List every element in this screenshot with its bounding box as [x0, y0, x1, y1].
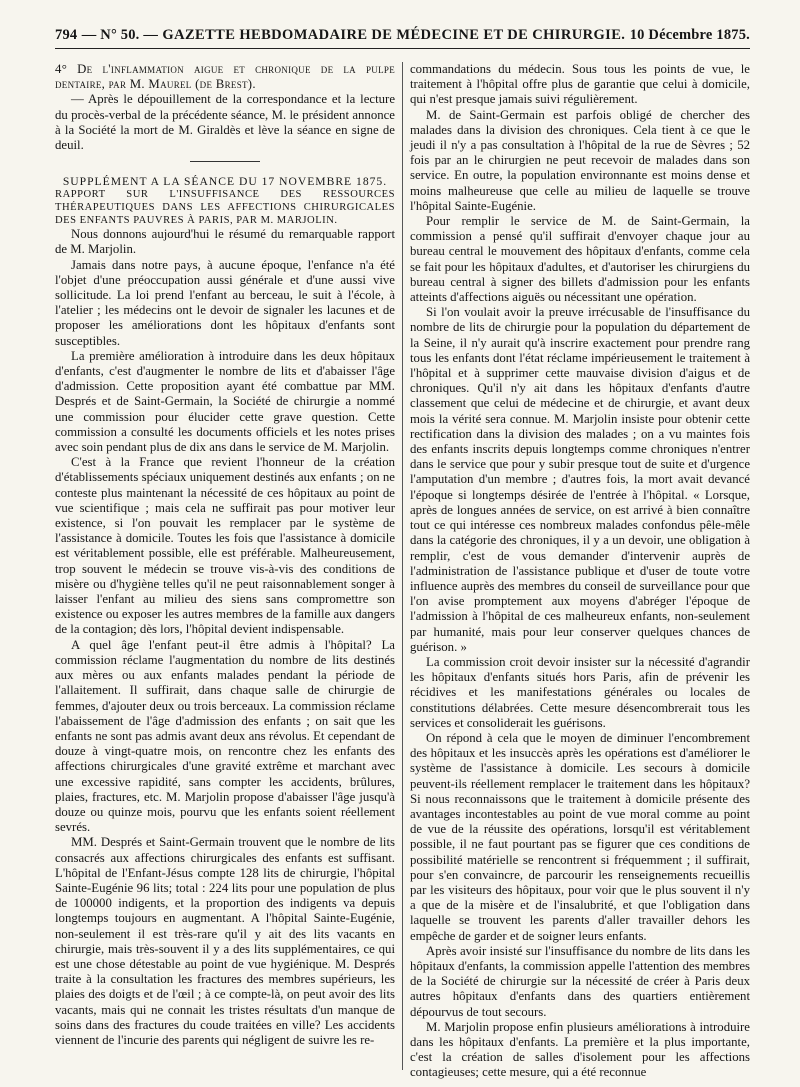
paragraph: Si l'on voulait avoir la preuve irrécusable de l'insuffisance du nombre de lits de chirurgie pour la population du département de la Seine, il n'y aurait qu'à inscrire exactement pour prendre rang tous les enfants dont l'état réclame impérieusement le traitement à l'hôpital et à supprimer cette mauvaise division d'aigus et de chroniques. Qu'il n'y ait dans les hôpitaux d'enfants d'autre classement que celui de médecine et de chirurgie, et avant deux mois la vérité sera connue. M. Marjolin insiste pour obtenir cette rectification dans la division des malades ; on a vu maintes fois des enfants inscrits depuis longtemps comme chroniques n'entrer dans le service que pour y subir presque tout de suite et d'urgence l'amputation d'un membre ; d'autres fois, la mort avait devancé l'époque si longtemps désirée de l'entrée à l'hôpital. « Lorsque, après de longues années de service, on est arrivé à bien connaître tout ce qui intéresse ces nombreux malades confondus pêle-mêle dans la catégorie des chroniques, il y a un devoir, une obligation à remplir, c'est de vous demander d'intervenir auprès de l'administration de l'assistance publique et d'user de toute votre influence auprès des membres du conseil de surveillance pour que l'on avise promptement aux moyens d'abréger l'époque de l'admission à l'hôpital de ces malheureux enfants, non-seulement par humanité, mais pour leur conserver quelques chances de guérison. »	[410, 305, 750, 654]
paragraph: A quel âge l'enfant peut-il être admis à l'hôpital? La commission réclame l'augmentation du nombre de lits destinés aux mères ou aux enfants malades pendant la période de l'allaitement. Il suffirait, dans chaque salle de chirurgie de femmes, d'ajouter deux ou trois berceaux. La commission réclame l'abaissement de l'âge d'admission des enfants ; on sait que les enfants ne sont pas admis avant deux ans révolus. Et cependant de douze à vingt-quatre mois, on rencontre chez les enfants des affections chirurgicales d'une gravité extrême et marchant avec une excessive rapidité, sans compter les accidents, brûlures, plaies, fractures, etc. M. Marjolin propose d'abaisser l'âge jusqu'à douze ou quinze mois, pourvu que les enfants soient réellement sevrés.	[55, 637, 395, 835]
paragraph: Jamais dans notre pays, à aucune époque, l'enfance n'a été l'objet d'une préoccupation aussi générale et d'une aussi vive sollicitude. La loi prend l'enfant au berceau, le suit à l'école, à l'atelier ; les médecins ont le devoir de signaler les lacunes et de proposer les améliorations dont les hôpitaux d'enfants sont susceptibles.	[55, 257, 395, 348]
paragraph: commandations du médecin. Sous tous les points de vue, le traitement à l'hôpital offre plus de garantie que celui à domicile, qui n'est presque jamais suivi régulièrement.	[410, 62, 750, 107]
paragraph: M. Marjolin propose enfin plusieurs améliorations à introduire dans les hôpitaux d'enfants. La première et la plus importante, c'est la création de salles d'isolement pour les affections contagieuses; cette mesure, qui a été reconnue	[410, 1019, 750, 1080]
paragraph: C'est à la France que revient l'honneur de la création d'établissements spéciaux uniquement destinés aux enfants ; on ne conteste plus maintenant la nécessité de ces hôpitaux au point de vue scientifique ; mais cela ne suffirait pas pour motiver leur existence, si l'on pouvait les remplacer par le système de l'assistance à domicile. Toutes les fois que l'assistance à domicile est véritablement possible, elle est préférable. Malheureusement, trop souvent le médecin se trouve vis-à-vis des conditions de misère ou d'hygiène telles qu'il ne peut raisonnablement songer à laisser l'enfant au milieu des siens sans compromettre son existence ou exposer les autres membres de la famille aux dangers de la contagion; dès lors, l'hôpital devient indispensable.	[55, 455, 395, 637]
paragraph: Pour remplir le service de M. de Saint-Germain, la commission a pensé qu'il suffirait d'envoyer chaque jour au bureau central le mouvement des hôpitaux d'enfants, comme cela se fait pour les hôpitaux d'adultes, et d'autoriser les chirurgiens du bureau central à signer des billets d'admission pour les enfants atteints d'affections aiguës ou nécessitant une opération.	[410, 214, 750, 305]
paragraph: Nous donnons aujourd'hui le résumé du remarquable rapport de M. Marjolin.	[55, 227, 395, 257]
paragraph: 4° De l'inflammation aigue et chronique de la pulpe dentaire, par M. Maurel (de Brest).	[55, 62, 395, 92]
paragraph: La commission croit devoir insister sur la nécessité d'agrandir les hôpitaux d'enfants situés hors Paris, afin de prévenir les récidives et les manifestations générales ou locales de constitutions délabrées. Cette mesure désencombrerait tous les services et consoliderait les guérisons.	[410, 654, 750, 730]
page-header	[55, 22, 750, 49]
left-column	[55, 62, 395, 1070]
divider	[190, 161, 260, 162]
right-column	[410, 62, 750, 1080]
paragraph: MM. Després et Saint-Germain trouvent que le nombre de lits consacrés aux affections chirurgicales des enfants est suffisant. L'hôpital de l'Enfant-Jésus compte 128 lits de chirurgie, l'hôpital Sainte-Eugénie 96 lits; total : 224 lits pour une population de plus de 100000 indigents, et la proportion des indigents va depuis longtemps toujours en augmentant. A l'hôpital Sainte-Eugénie, non-seulement il est très-rare qu'il y ait des lits vacants en chirurgie, mais très-souvent il y a des lits supplémentaires, ce qui est une chose détestable au point de vue hygiénique. M. Després traite à la consultation les fractures des membres supérieurs, les plaies des doigts et de l'œil ; à ce compte-là, on peut avoir des lits vacants, mais qui ne connait les tristes résultats d'un manque de soins dans des fractures du coude traitées en ville? Les accidents viennent de l'incurie des parents qui négligent de suivre les re-	[55, 835, 395, 1047]
paragraph: La première amélioration à introduire dans les deux hôpitaux d'enfants, c'est d'augmenter le nombre de lits et d'abaisser l'âge d'admission. Cette proposition ayant été combattue par MM. Després et de Saint-Germain, la Société de chirurgie a nommé une commission pour élucider cette grave question. Cette commission a consulté les documents officiels et les notes prises avec soin pendant plus de dix ans dans le service de M. Marjolin.	[55, 348, 395, 455]
column-divider	[402, 62, 403, 1070]
issue-date: 10 Décembre 1875.	[629, 26, 750, 43]
issue-number: — N° 50. —	[81, 26, 159, 43]
paragraph: M. de Saint-Germain est parfois obligé de chercher des malades dans la division des chroniques. Cela tient à ce que le jeudi il n'y a pas consultation à l'hôpital de la rue de Sèvres ; 52 fois par an le chirurgien ne peut recevoir de malades dans son service. En outre, la population environnante est moins dense et moins malheureuse que celle au milieu de laquelle se trouve l'hôpital Sainte-Eugénie.	[410, 107, 750, 213]
paragraph: Après avoir insisté sur l'insuffisance du nombre de lits dans les hôpitaux d'enfants, la commission appelle l'attention des membres de la Société de chirurgie sur la nécessité de créer à Paris deux autres hôpitaux d'enfants dans des quartiers entièrement dépourvus de tout secours.	[410, 943, 750, 1019]
page-number: 794	[55, 26, 78, 43]
report-title: RAPPORT SUR L'INSUFFISANCE DES RESSOURCES THÉRAPEUTIQUES DANS LES AFFECTIONS CHIRURGICALES DES ENFANTS PAUVRES À PARIS, PAR M. MARJOLIN.	[55, 189, 395, 226]
paragraph: On répond à cela que le moyen de diminuer l'encombrement des hôpitaux et les insuccès après les opérations est d'améliorer le système de l'assistance à domicile. Les secours à domicile peuvent-ils réellement remplacer le traitement dans les hôpitaux? Si nous reconnaissons que le traitement à domicile présente des avantages incontestables au point de vue moral comme au point de vue de la réussite des opérations, lorsqu'il est véritablement possible, il ne faut pourtant pas se figurer que ces conditions de possibilité matérielle se rencontrent si fréquemment ; il suffirait, pour s'en convaincre, de parcourir les renseignements recueillis par les visiteurs des hôpitaux, pour voir que le plus souvent il n'y a que de la misère et de l'insalubrité, et que l'obligation dans laquelle se trouvent les parents d'aller travailler dehors les empêche de garder et de soigner leurs enfants.	[410, 730, 750, 943]
supplement-heading: SUPPLÉMENT A LA SÉANCE DU 17 NOVEMBRE 1875.	[62, 175, 388, 189]
paragraph: — Après le dépouillement de la correspondance et la lecture du procès-verbal de la précédente séance, M. le président annonce à la Société la mort de M. Giraldès et lève la séance en signe de deuil.	[55, 92, 395, 153]
journal-title: GAZETTE HEBDOMADAIRE DE MÉDECINE ET DE CHIRURGIE.	[162, 26, 626, 43]
